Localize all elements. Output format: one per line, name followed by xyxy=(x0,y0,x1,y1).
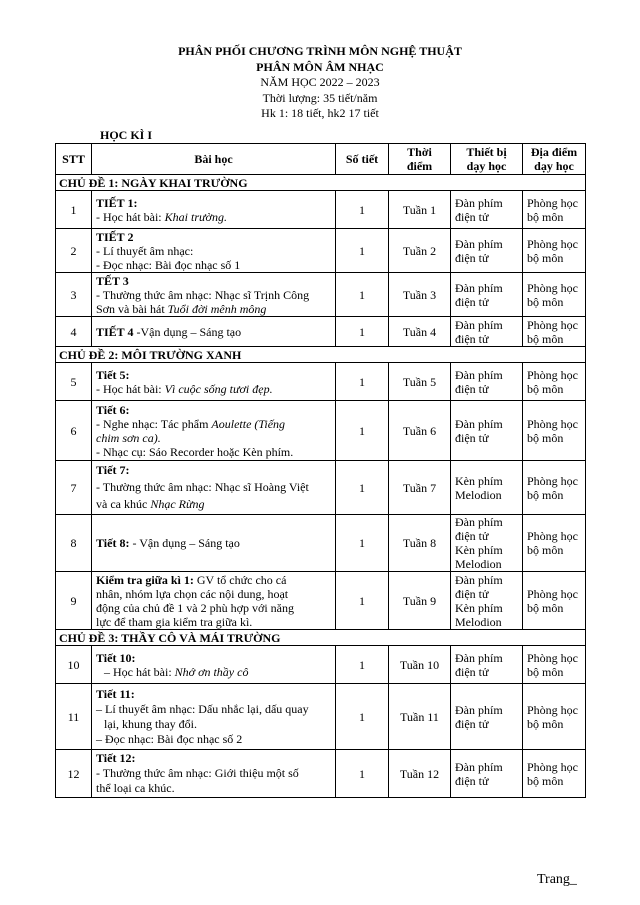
cell-stt: 7 xyxy=(56,461,92,515)
cell-stt: 11 xyxy=(56,684,92,750)
cell-place: Phòng học bộ môn xyxy=(523,461,586,515)
cell-equipment: Đàn phím điện tử xyxy=(451,317,523,347)
cell-periods: 1 xyxy=(336,461,389,515)
cell-periods: 1 xyxy=(336,229,389,273)
col-equipment: Thiết bị dạy học xyxy=(451,144,523,175)
cell-stt: 2 xyxy=(56,229,92,273)
cell-place: Phòng học bộ môn xyxy=(523,363,586,401)
topic-title: CHỦ ĐỀ 2: MÔI TRƯỜNG XANH xyxy=(56,347,586,363)
cell-time: Tuần 1 xyxy=(389,191,451,229)
col-periods: Số tiết xyxy=(336,144,389,175)
school-year: NĂM HỌC 2022 – 2023 xyxy=(260,75,380,89)
topic-title: CHỦ ĐỀ 1: NGÀY KHAI TRƯỜNG xyxy=(56,175,586,191)
cell-lesson: Tiết 6: - Nghe nhạc: Tác phẩm Aoulette (Tiếng chim sơn ca). - Nhạc cụ: Sáo Recorder hoặc Kèn phím. xyxy=(92,401,336,461)
table-row xyxy=(56,684,586,750)
cell-stt: 4 xyxy=(56,317,92,347)
cell-stt: 8 xyxy=(56,515,92,572)
curriculum-table xyxy=(55,143,586,798)
cell-periods: 1 xyxy=(336,191,389,229)
col-place: Địa điểm dạy học xyxy=(523,144,586,175)
table-row xyxy=(56,363,586,401)
cell-place: Phòng học bộ môn xyxy=(523,646,586,684)
cell-time: Tuần 6 xyxy=(389,401,451,461)
cell-periods: 1 xyxy=(336,363,389,401)
cell-lesson: Tiết 8: - Vận dụng – Sáng tạo xyxy=(92,515,336,572)
cell-equipment: Đàn phím điện tử Kèn phím Melodion xyxy=(451,572,523,630)
cell-time: Tuần 5 xyxy=(389,363,451,401)
cell-stt: 6 xyxy=(56,401,92,461)
cell-time: Tuần 10 xyxy=(389,646,451,684)
cell-lesson: Tiết 7: - Thường thức âm nhạc: Nhạc sĩ Hoàng Việt và ca khúc Nhạc Rừng xyxy=(92,461,336,515)
cell-periods: 1 xyxy=(336,572,389,630)
cell-time: Tuần 2 xyxy=(389,229,451,273)
cell-time: Tuần 4 xyxy=(389,317,451,347)
cell-time: Tuần 8 xyxy=(389,515,451,572)
table-row xyxy=(56,229,586,273)
cell-stt: 5 xyxy=(56,363,92,401)
cell-equipment: Đàn phím điện tử xyxy=(451,684,523,750)
cell-stt: 3 xyxy=(56,273,92,317)
cell-place: Phòng học bộ môn xyxy=(523,515,586,572)
cell-lesson: Tiết 11: – Lí thuyết âm nhạc: Dấu nhắc lại, dấu quay lại, khung thay đổi. – Đọc nhạc: Bài đọc nhạc số 2 xyxy=(92,684,336,750)
cell-stt: 9 xyxy=(56,572,92,630)
cell-lesson: Tiết 10: – Học hát bài: Nhớ ơn thầy cô xyxy=(92,646,336,684)
cell-place: Phòng học bộ môn xyxy=(523,572,586,630)
cell-stt: 10 xyxy=(56,646,92,684)
cell-time: Tuần 3 xyxy=(389,273,451,317)
cell-periods: 1 xyxy=(336,317,389,347)
col-lesson: Bài học xyxy=(92,144,336,175)
cell-periods: 1 xyxy=(336,750,389,798)
table-row xyxy=(56,191,586,229)
cell-periods: 1 xyxy=(336,684,389,750)
cell-time: Tuần 7 xyxy=(389,461,451,515)
cell-equipment: Đàn phím điện tử Kèn phím Melodion xyxy=(451,515,523,572)
topic-title: CHỦ ĐỀ 3: THẦY CÔ VÀ MÁI TRƯỜNG xyxy=(56,630,586,646)
cell-lesson: Tiết 12: - Thường thức âm nhạc: Giới thiệu một số thể loại ca khúc. xyxy=(92,750,336,798)
cell-equipment: Kèn phím Melodion xyxy=(451,461,523,515)
semester-split: Hk 1: 18 tiết, hk2 17 tiết xyxy=(261,106,379,120)
table-row xyxy=(56,317,586,347)
cell-equipment: Đàn phím điện tử xyxy=(451,363,523,401)
cell-place: Phòng học bộ môn xyxy=(523,401,586,461)
cell-place: Phòng học bộ môn xyxy=(523,273,586,317)
cell-equipment: Đàn phím điện tử xyxy=(451,750,523,798)
cell-time: Tuần 9 xyxy=(389,572,451,630)
cell-lesson: TIẾT 2 - Lí thuyết âm nhạc: - Đọc nhạc: Bài đọc nhạc số 1 xyxy=(92,229,336,273)
cell-lesson: Tiết 5: - Học hát bài: Vì cuộc sống tươi đẹp. xyxy=(92,363,336,401)
table-row xyxy=(56,401,586,461)
cell-place: Phòng học bộ môn xyxy=(523,191,586,229)
cell-equipment: Đàn phím điện tử xyxy=(451,229,523,273)
cell-lesson: TIẾT 1: - Học hát bài: Khai trường. xyxy=(92,191,336,229)
doc-title: PHÂN PHỐI CHƯƠNG TRÌNH MÔN NGHỆ THUẬT xyxy=(178,44,462,58)
table-row xyxy=(56,750,586,798)
cell-periods: 1 xyxy=(336,515,389,572)
cell-equipment: Đàn phím điện tử xyxy=(451,646,523,684)
document-header xyxy=(0,44,640,122)
page-number-label: Trang_ xyxy=(537,872,577,887)
table-row xyxy=(56,273,586,317)
cell-place: Phòng học bộ môn xyxy=(523,229,586,273)
cell-periods: 1 xyxy=(336,273,389,317)
cell-lesson: TIẾT 4 -Vận dụng – Sáng tạo xyxy=(92,317,336,347)
table-row xyxy=(56,646,586,684)
doc-subtitle: PHÂN MÔN ÂM NHẠC xyxy=(256,59,384,74)
cell-place: Phòng học bộ môn xyxy=(523,684,586,750)
table-row xyxy=(56,572,586,630)
cell-time: Tuần 12 xyxy=(389,750,451,798)
cell-lesson: Kiểm tra giữa kì 1: GV tổ chức cho cá nhân, nhóm lựa chọn các nội dung, hoạt động của chủ đề 1 và 2 phù hợp với năng lực để tham gia kiểm tra giữa kì. xyxy=(92,572,336,630)
cell-stt: 12 xyxy=(56,750,92,798)
cell-equipment: Đàn phím điện tử xyxy=(451,273,523,317)
col-stt: STT xyxy=(56,144,92,175)
duration: Thời lượng: 35 tiết/năm xyxy=(262,90,378,105)
cell-periods: 1 xyxy=(336,646,389,684)
col-time: Thời điểm xyxy=(389,144,451,175)
topic-row xyxy=(56,175,586,191)
cell-stt: 1 xyxy=(56,191,92,229)
cell-place: Phòng học bộ môn xyxy=(523,317,586,347)
cell-time: Tuần 11 xyxy=(389,684,451,750)
topic-row xyxy=(56,630,586,646)
cell-periods: 1 xyxy=(336,401,389,461)
cell-place: Phòng học bộ môn xyxy=(523,750,586,798)
table-header-row xyxy=(56,144,586,175)
cell-lesson: TẾT 3 - Thường thức âm nhạc: Nhạc sĩ Trịnh Công Sơn và bài hát Tuổi đời mênh mông xyxy=(92,273,336,317)
table-row xyxy=(56,461,586,515)
cell-equipment: Đàn phím điện tử xyxy=(451,191,523,229)
cell-equipment: Đàn phím điện tử xyxy=(451,401,523,461)
topic-row xyxy=(56,347,586,363)
semester-heading: HỌC KÌ I xyxy=(100,128,153,142)
table-row xyxy=(56,515,586,572)
